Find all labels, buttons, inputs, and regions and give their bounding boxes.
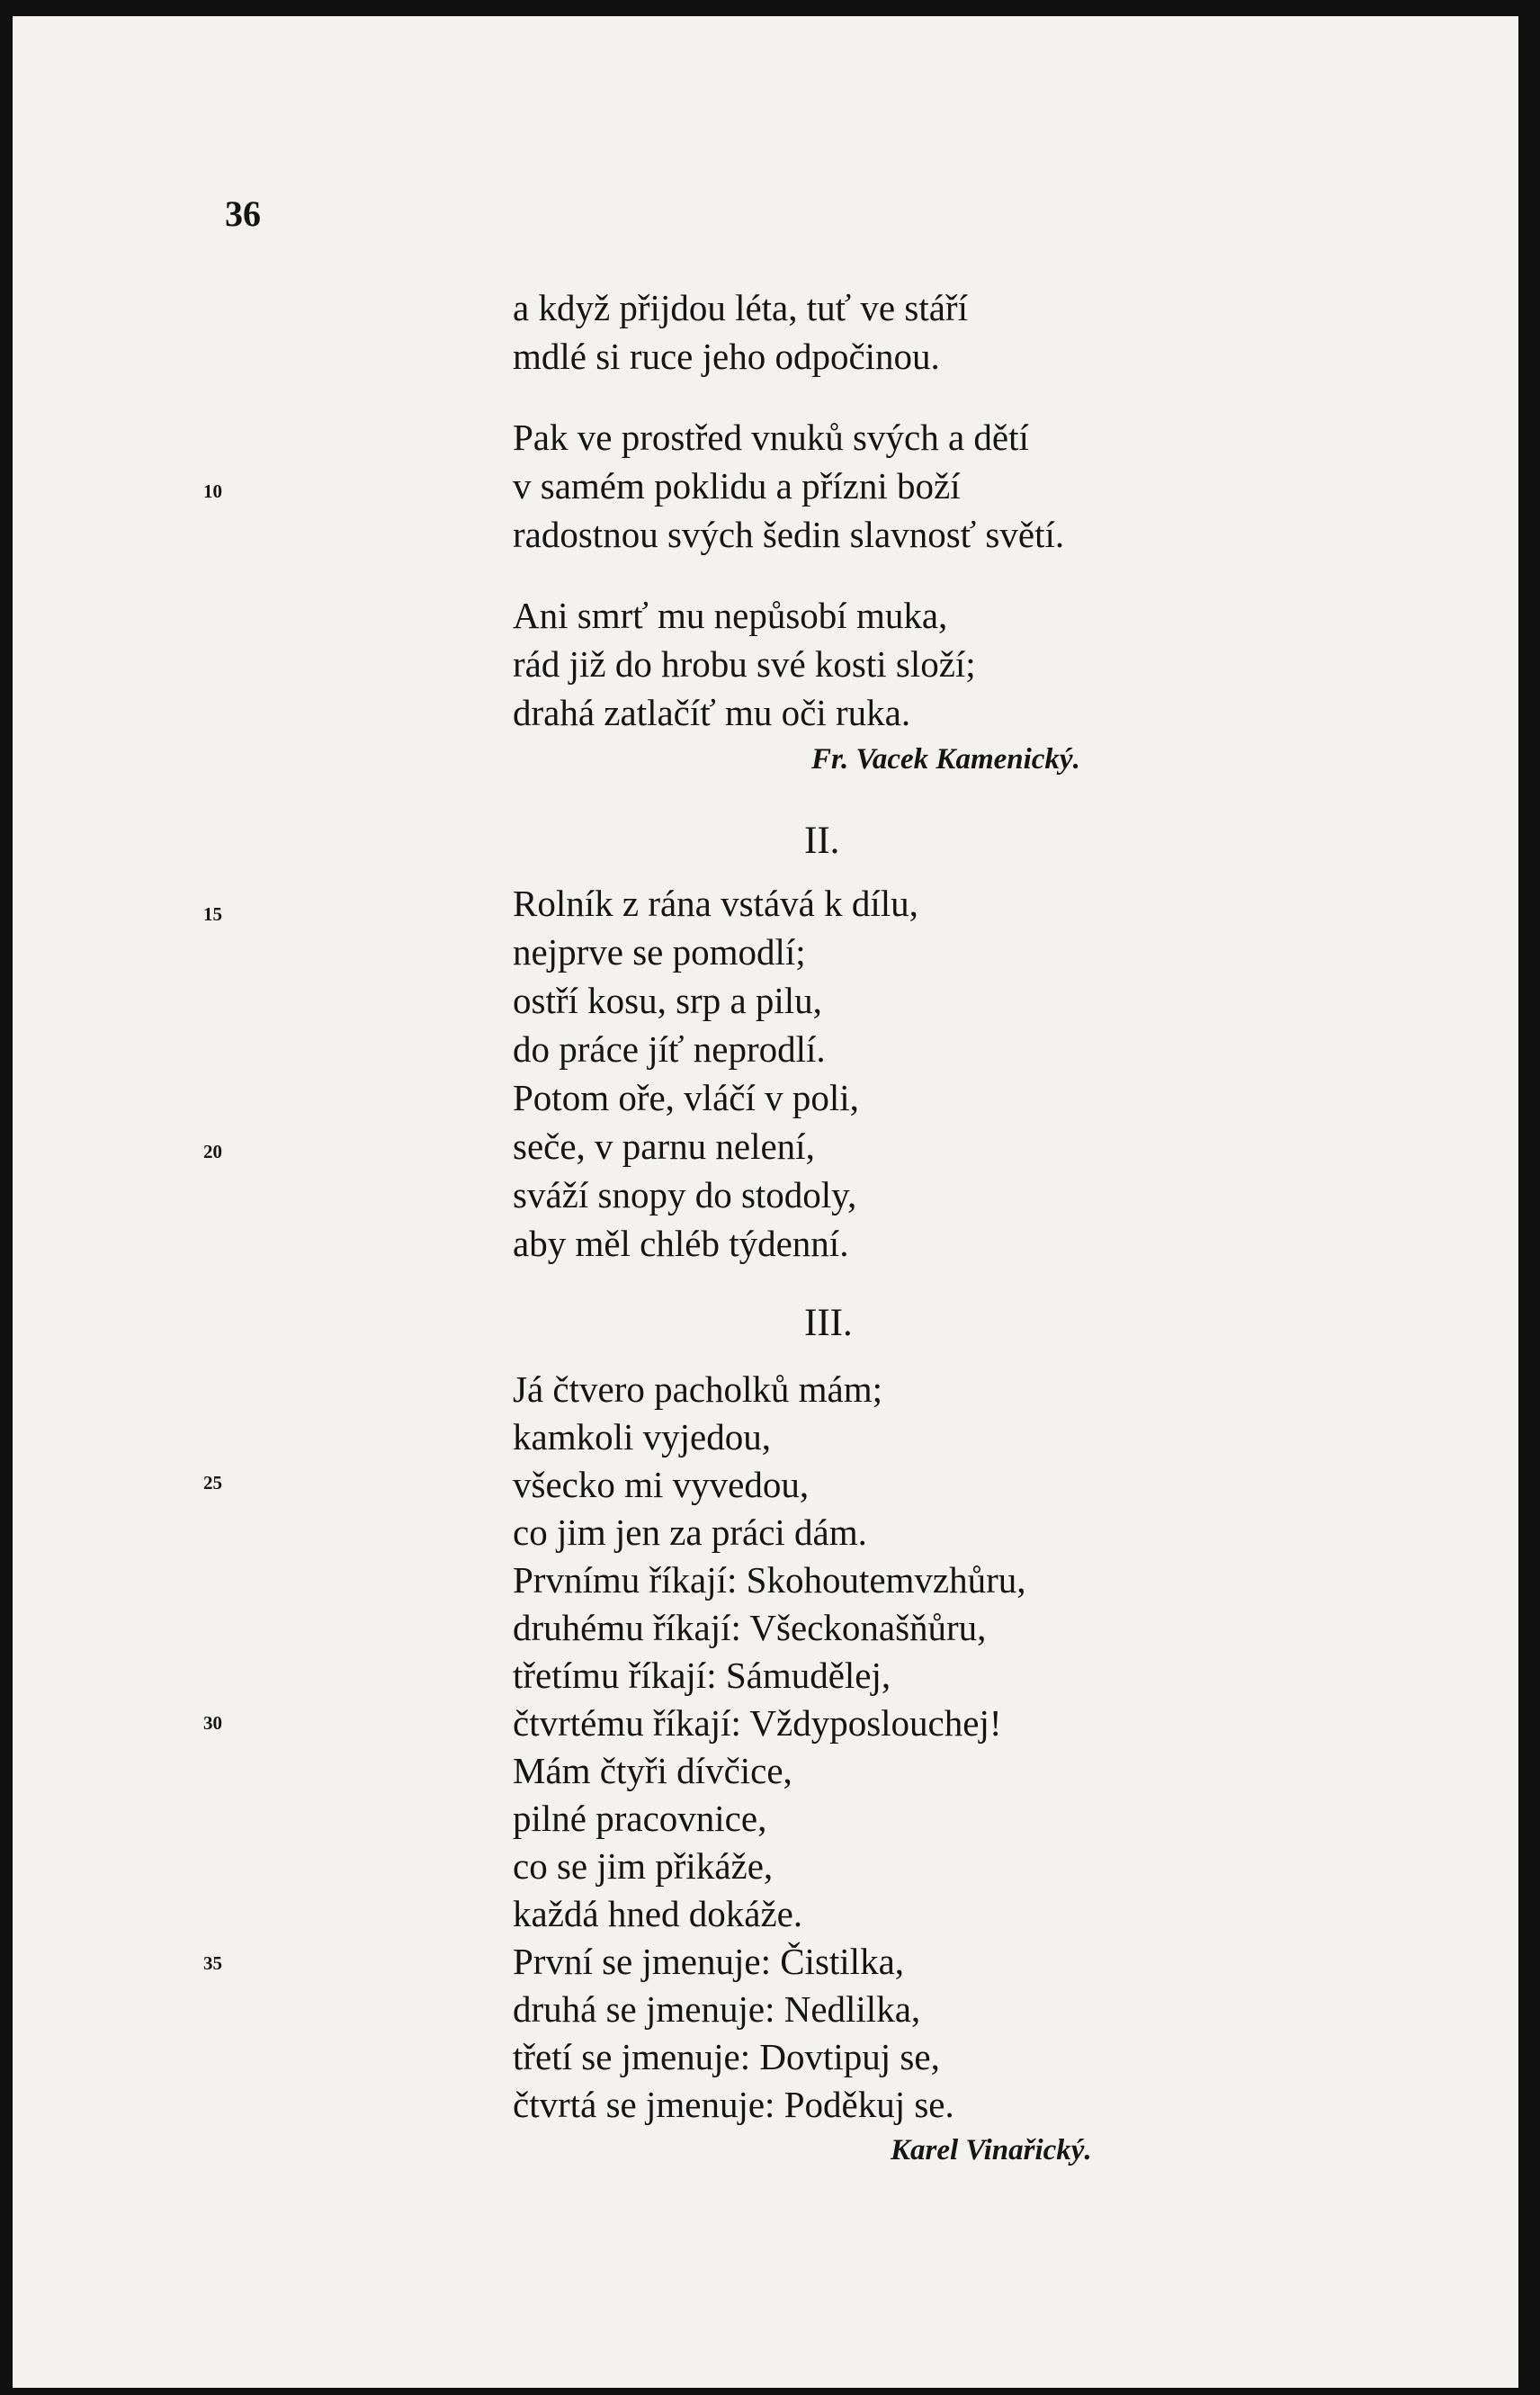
poem-line: všecko mi vyvedou, <box>513 1464 810 1505</box>
poem-line: Já čtvero pacholků mám; <box>513 1368 883 1410</box>
poem-line: radostnou svých šedin slavnosť světí. <box>513 514 1065 555</box>
poem-line: aby měl chléb týdenní. <box>513 1223 849 1264</box>
margin-line-number: 30 <box>203 1712 222 1734</box>
section-heading-2: II. <box>804 820 840 862</box>
poem-line: do práce jíť neprodlí. <box>513 1028 826 1070</box>
poem-line: čtvrtá se jmenuje: Poděkuj se. <box>513 2084 954 2125</box>
poem-line: třetímu říkají: Sámudělej, <box>513 1655 891 1696</box>
poem-line: Ani smrť mu nepůsobí muka, <box>513 595 948 636</box>
poem-line: Pak ve prostřed vnuků svých a dětí <box>513 417 1029 458</box>
poem-line: druhá se jmenuje: Nedlilka, <box>513 1988 921 2030</box>
poem-line: druhému říkají: Všeckonašňůru, <box>513 1607 987 1648</box>
margin-line-number: 20 <box>203 1141 222 1162</box>
poem-line: drahá zatlačíť mu oči ruka. <box>513 692 911 733</box>
poem-line: První se jmenuje: Čistilka, <box>513 1941 905 1982</box>
poem-line: co jim jen za práci dám. <box>513 1511 867 1553</box>
margin-line-number: 15 <box>203 903 222 925</box>
attribution-2: Karel Vinařický. <box>891 2134 1092 2166</box>
poem-line: co se jim přikáže, <box>513 1845 774 1887</box>
poem-line: mdlé si ruce jeho odpočinou. <box>513 336 940 377</box>
poem-line: rád již do hrobu své kosti složí; <box>513 643 976 685</box>
book-page <box>13 16 1518 2388</box>
poem-line: a když přijdou léta, tuť ve stáří <box>513 287 968 328</box>
poem-line: kamkoli vyjedou, <box>513 1416 771 1458</box>
section-heading-3: III. <box>804 1302 853 1344</box>
poem-line: každá hned dokáže. <box>513 1893 803 1934</box>
poem-line: pilné pracovnice, <box>513 1798 767 1839</box>
margin-line-number: 10 <box>203 480 222 502</box>
page-number: 36 <box>225 193 261 234</box>
margin-line-number: 25 <box>203 1472 222 1494</box>
poem-line: seče, v parnu nelení, <box>513 1126 815 1167</box>
poem-line: sváží snopy do stodoly, <box>513 1174 857 1215</box>
poem-line: v samém poklidu a přízni boží <box>513 465 961 507</box>
poem-line: třetí se jmenuje: Dovtipuj se, <box>513 2036 940 2077</box>
poem-line: Mám čtyři dívčice, <box>513 1750 792 1791</box>
poem-line: nejprve se pomodlí; <box>513 931 806 973</box>
poem-line: Prvnímu říkají: Skohoutemvzhůru, <box>513 1559 1026 1601</box>
attribution-1: Fr. Vacek Kamenický. <box>811 743 1080 776</box>
margin-line-number: 35 <box>203 1952 222 1974</box>
poem-line: ostří kosu, srp a pilu, <box>513 980 822 1021</box>
poem-line: Rolník z rána vstává k dílu, <box>513 883 918 924</box>
poem-line: Potom oře, vláčí v poli, <box>513 1077 859 1118</box>
poem-line: čtvrtému říkají: Vždyposlouchej! <box>513 1702 1002 1744</box>
